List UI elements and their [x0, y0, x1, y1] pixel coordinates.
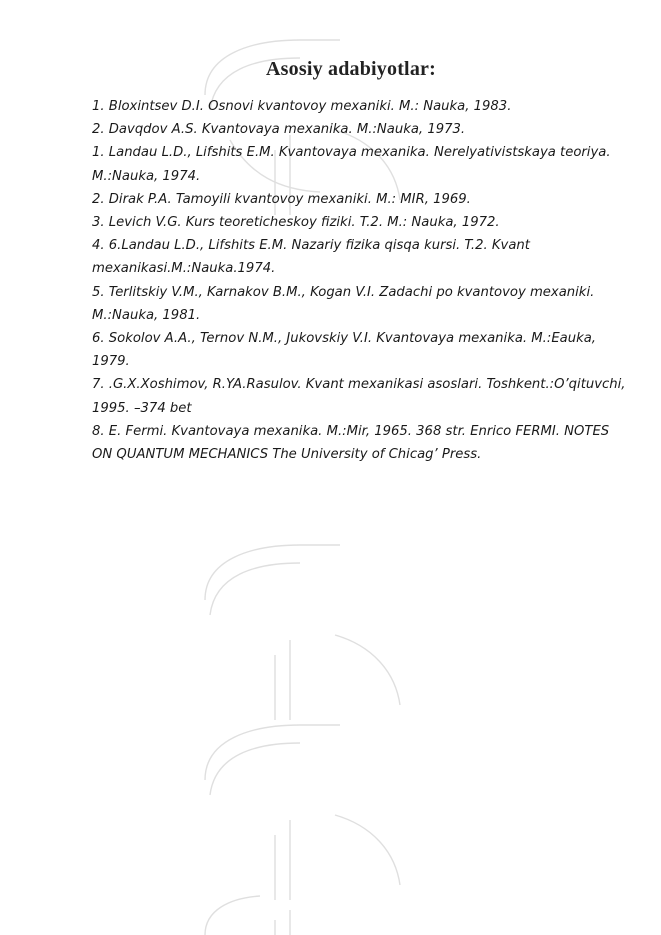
reference-item: 8. E. Fermi. Kvantovaya mexanika. M.:Mir, 1965. 368 str. Enrico FERMI. NOTES ON QUANTUM MECHANICS The University of Chicag’ Press. — [92, 423, 610, 463]
reference-item: 1. Bloxintsev D.I. Osnovi kvantovoy mexaniki. M.: Nauka, 1983. — [92, 99, 512, 114]
reference-list — [92, 95, 632, 466]
page-title: Asosiy adabiyotlar: — [266, 58, 436, 80]
reference-item: 3. Levich V.G. Kurs teoreticheskoy fiziki. T.2. M.: Nauka, 1972. — [92, 215, 500, 231]
reference-item: 2. Davqdov A.S. Kvantovaya mexanika. M.:Nauka, 1973. — [92, 122, 466, 138]
reference-item: 5. Terlitskiy V.M., Karnakov B.M., Kogan V.I. Zadachi po kvantovoy mexaniki. M.:Nauka, 1981. — [92, 284, 595, 323]
reference-item: 2. Dirak P.A. Tamoyili kvantovoy mexaniki. M.: MIR, 1969. — [92, 191, 471, 207]
reference-item: 4. 6.Landau L.D., Lifshits E.M. Nazariy fizika qisqa kursi. T.2. Kvant mexanikasi.M.:Nauka.1974. — [92, 238, 530, 277]
page-content — [92, 58, 632, 466]
reference-item: 7. .G.X.Xoshimov, R.YA.Rasulov. Kvant mexanikasi asoslari. Toshkent.:O’qituvchi, 1995. –374 bet — [92, 377, 626, 416]
reference-item: 1. Landau L.D., Lifshits E.M. Kvantovaya mexanika. Nerelyativistskaya teoriya. M.:Nauka, 1974. — [92, 145, 611, 184]
reference-item: 6. Sokolov A.A., Ternov N.M., Jukovskiy V.I. Kvantovaya mexanika. M.:Eauka, 1979. — [92, 331, 596, 370]
